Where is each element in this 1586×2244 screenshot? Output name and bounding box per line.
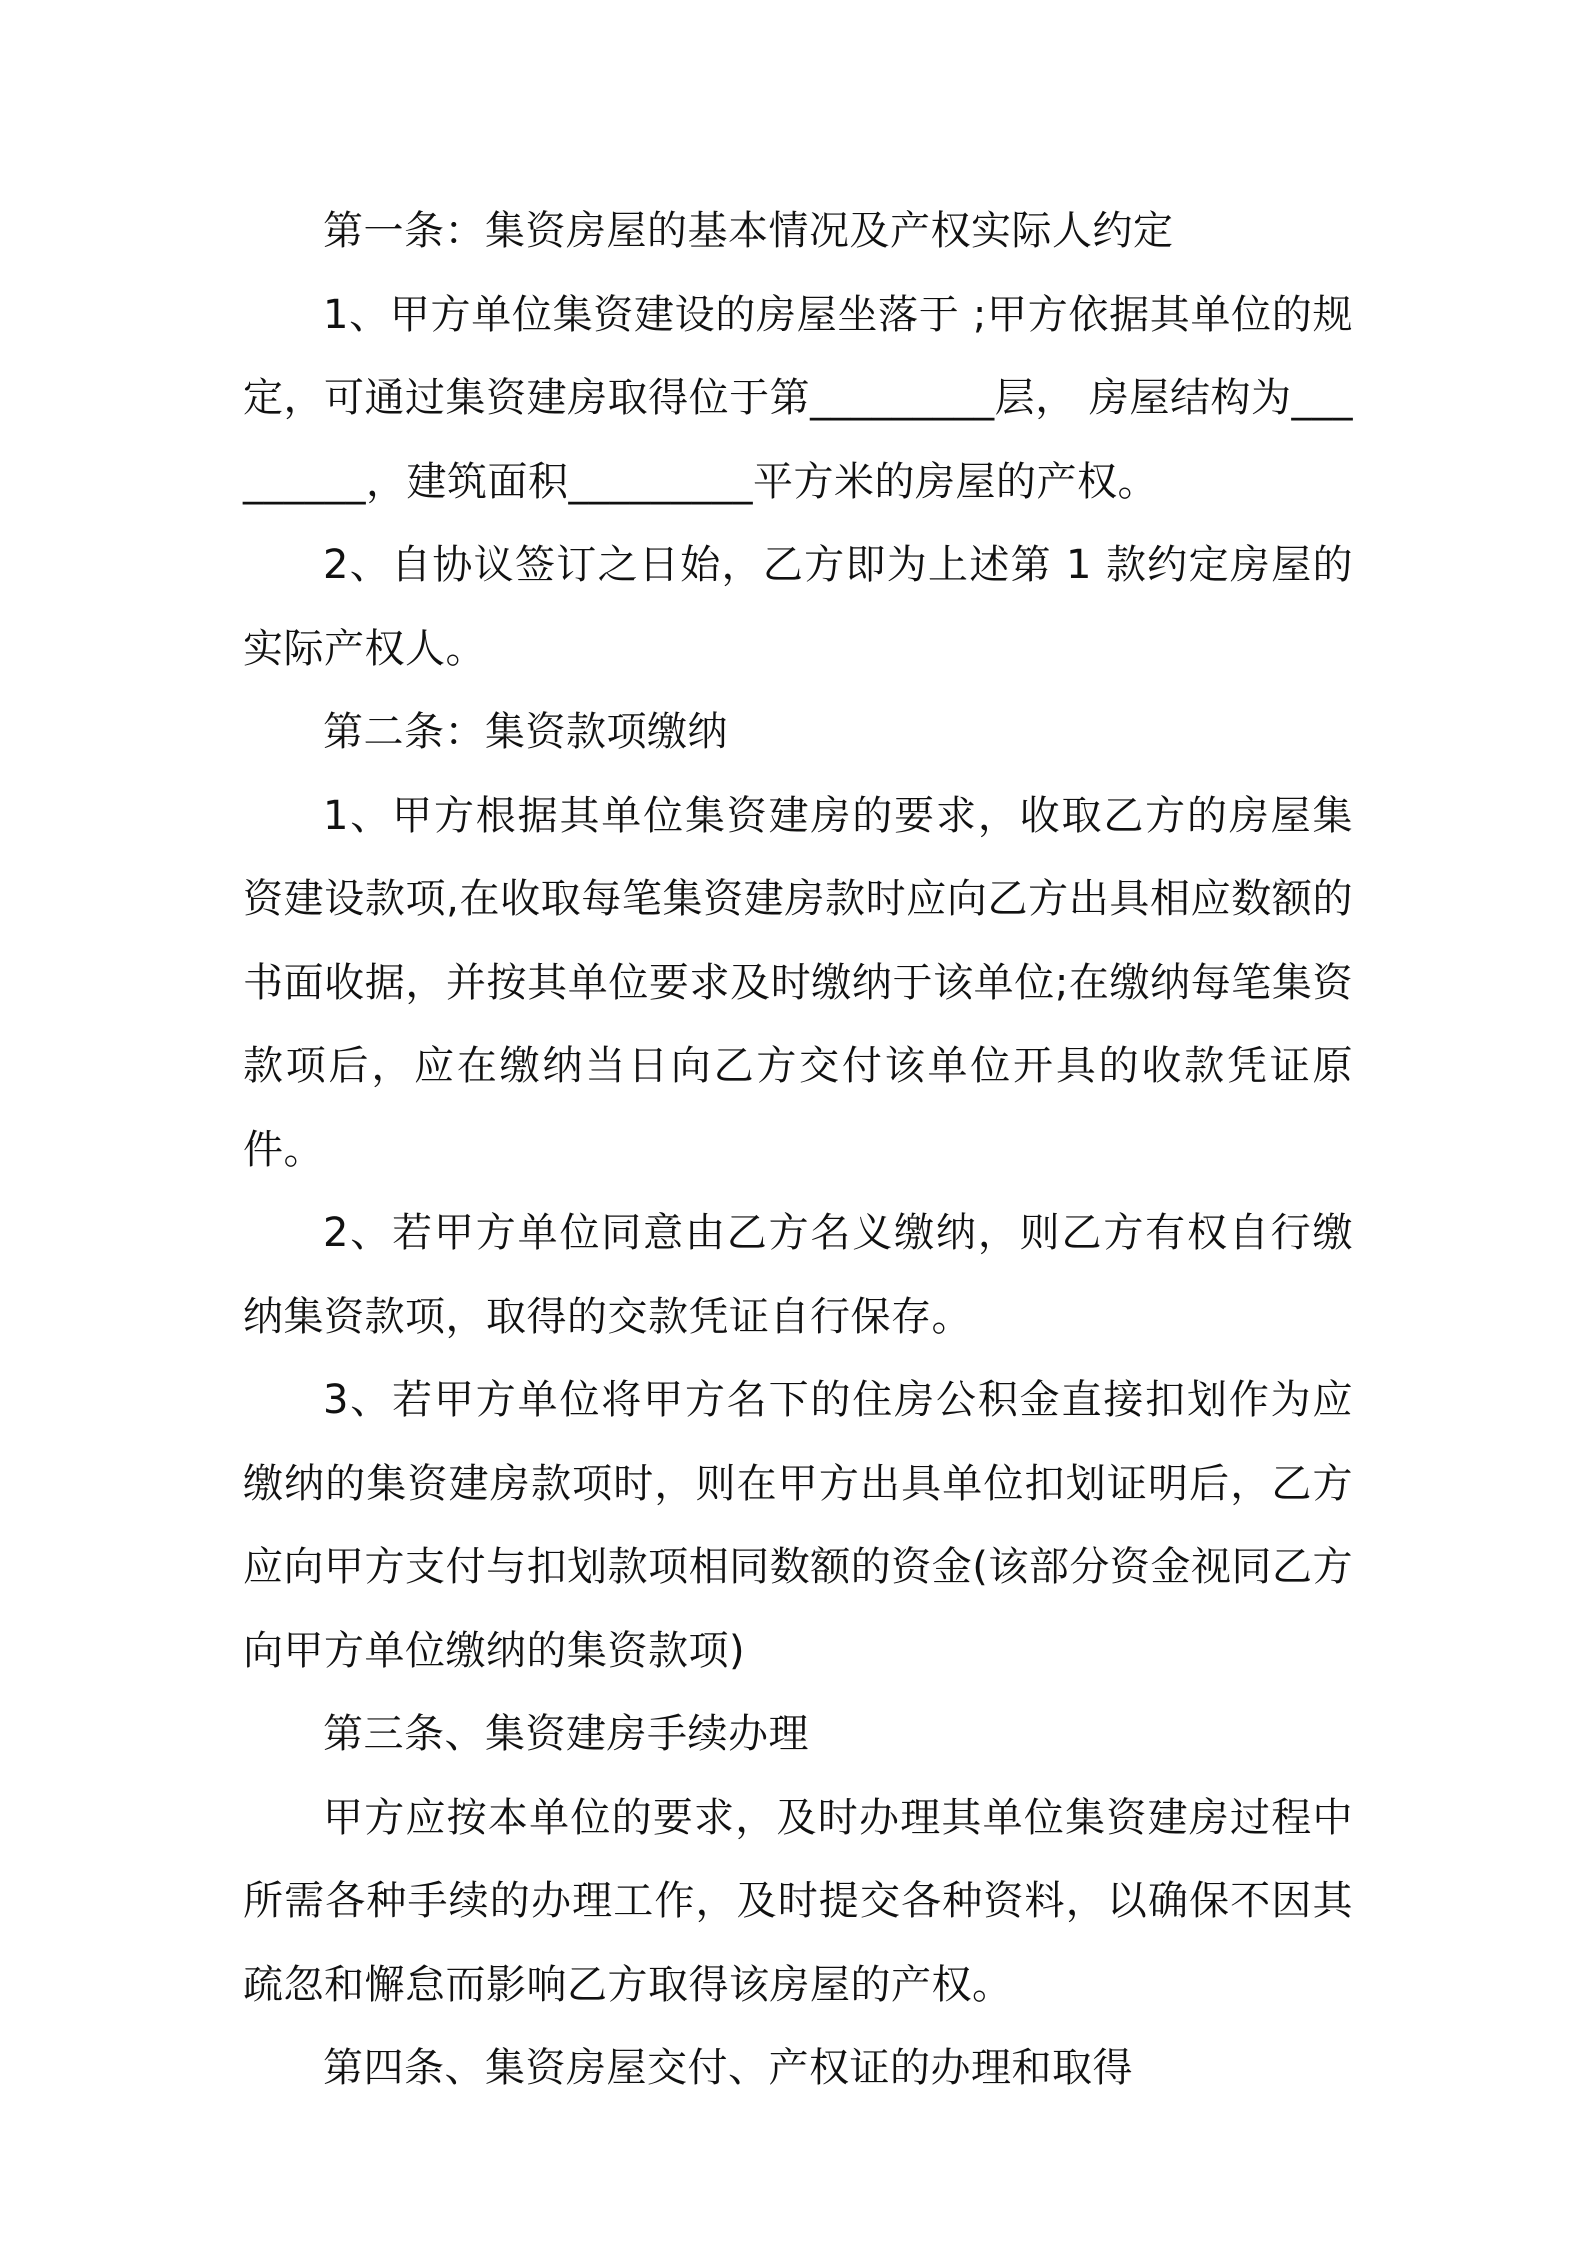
document-body [243,190,1353,2111]
article-4-heading: 第四条、集资房屋交付、产权证的办理和取得 [323,2045,1133,2091]
article-2-clause-3: 3、若甲方单位将甲方名下的住房公积金直接扣划作为应缴纳的集资建房款项时，则在甲方出具单位扣划证明后，乙方应向甲方支付与扣划款项相同数额的资金(该部分资金视同乙方向甲方单位缴纳的集资款项) [243,1377,1353,1674]
article-1-clause-2: 2、自协议签订之日始，乙方即为上述第 1 款约定房屋的实际产权人。 [243,542,1353,672]
article-1-heading: 第一条：集资房屋的基本情况及产权实际人约定 [323,208,1174,254]
article-2-heading: 第二条：集资款项缴纳 [323,709,728,755]
article-3-body: 甲方应按本单位的要求，及时办理其单位集资建房过程中所需各种手续的办理工作，及时提交各种资料，以确保不因其疏忽和懈怠而影响乙方取得该房屋的产权。 [243,1794,1353,2008]
article-1-clause-1: 1、甲方单位集资建设的房屋坐落于 ;甲方依据其单位的规定，可通过集资建房取得位于第_________层， 房屋结构为_________，建筑面积_________平方米的房屋的产权。 [243,291,1353,505]
article-2-clause-1: 1、甲方根据其单位集资建房的要求，收取乙方的房屋集资建设款项,在收取每笔集资建房款时应向乙方出具相应数额的书面收据，并按其单位要求及时缴纳于该单位;在缴纳每笔集资款项后，应在缴纳当日向乙方交付该单位开具的收款凭证原件。 [243,792,1353,1173]
article-3-heading: 第三条、集资建房手续办理 [323,1711,809,1757]
article-2-clause-2: 2、若甲方单位同意由乙方名义缴纳，则乙方有权自行缴纳集资款项，取得的交款凭证自行保存。 [243,1210,1353,1340]
